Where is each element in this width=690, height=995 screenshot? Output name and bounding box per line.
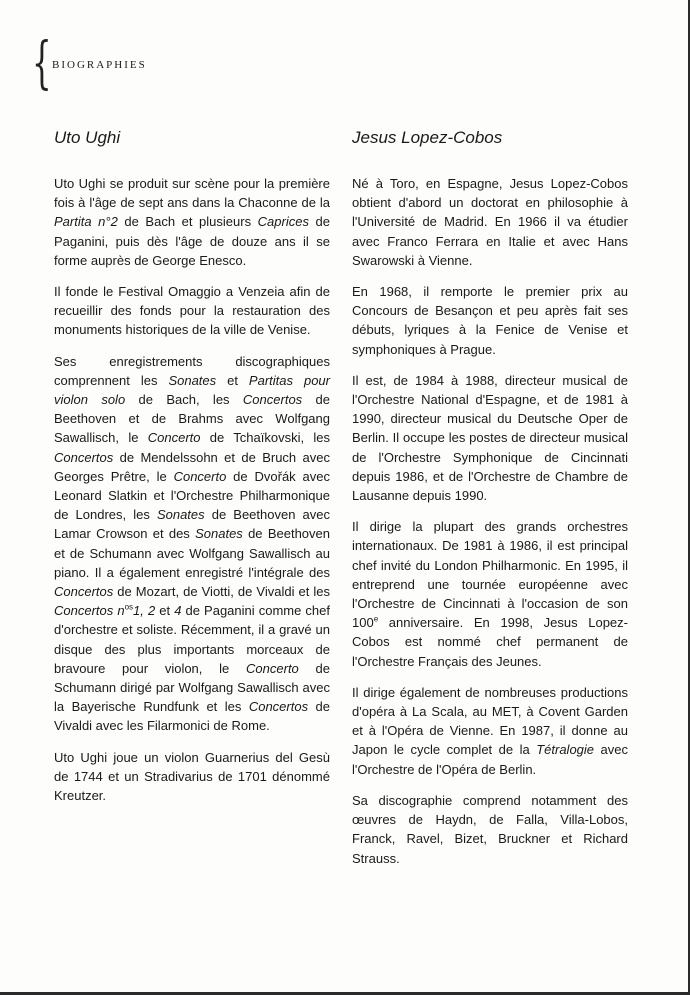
section-title: BIOGRAPHIES [52, 59, 147, 71]
artist-name: Uto Ughi [54, 128, 121, 147]
left-brace-icon: { [32, 31, 52, 96]
biography-jesus-lopez-cobos [352, 128, 628, 880]
paragraph: Il fonde le Festival Omaggio a Venzeia afin de recueillir des fonds pour la restauration des monuments historiques de la ville de Venise. [54, 284, 330, 338]
paragraph: Il est, de 1984 à 1988, directeur musical de l'Orchestre National d'Espagne, et de 1981 à 1990, directeur musical du Deutsche Oper de Berlin. Il occupe les postes de directeur musical de l'Orchestre Symphonique de Cincinnati depuis 1986, et de l'Orchestre de Chambre de Lausanne depuis 1990. [352, 372, 628, 504]
biography-uto-ughi [54, 128, 330, 817]
paragraph: Il dirige la plupart des grands orchestres internationaux. De 1981 à 1986, il est principal chef invité du London Philharmonic. En 1995, il entreprend une tournée européenne avec l'Orchestre de Cincinnati à l'occasion de son 100e anniversaire. En 1998, Jesus Lopez-Cobos est nommé chef permanent de l'Orchestre Français des Jeunes. [352, 519, 628, 669]
paragraph: En 1968, il remporte le premier prix au Concours de Besançon et peu après fait ses débuts, lyriques à la Fenice de Venise et symphoniques à Prague. [352, 284, 628, 357]
artist-name: Jesus Lopez-Cobos [352, 128, 503, 147]
paragraph: Sa discographie comprend notamment des œuvres de Haydn, de Falla, Villa-Lobos, Franck, Ravel, Bizet, Bruckner et Richard Strauss. [352, 792, 628, 866]
paragraph: Uto Ughi se produit sur scène pour la première fois à l'âge de sept ans dans la Chaconne de la Partita n°2 de Bach et plusieurs Caprices de Paganini, puis dès l'âge de douze ans il se forme auprès de George Enesco. [54, 176, 330, 268]
paragraph: Ses enregistrements discographiques comprennent les Sonates et Partitas pour violon solo de Bach, les Concertos de Beethoven et de Brahms avec Wolfgang Sawallisch, le Concerto de Tchaïkovski, les Concertos de Mendelssohn et de Bruch avec Georges Prêtre, le Concerto de Dvořák avec Leonard Slatkin et l'Orchestre Philharmonique de Londres, les Sonates de Beethoven avec Lamar Crowson et des Sonates de Beethoven et de Schumann avec Wolfgang Sawallisch au piano. Il a également enregistré l'intégrale des Concertos de Mozart, de Viotti, de Vivaldi et les Concertos $n^{os}1$, 2 et 4 de Paganini comme chef d'orchestre et soliste. Récemment, il a gravé un disque des plus importants morceaux de bravoure pour violon, le Concerto de Schumann dirigé par Wolfgang Sawallisch avec la Bayerische Rundfunk et les Concertos de Vivaldi avec les Filarmonici de Rome. [54, 353, 331, 734]
paragraph: Il dirige également de nombreuses productions d'opéra à La Scala, au MET, à Covent Garden et à l'Opéra de Vienne. En 1987, il donne au Japon le cycle complet de la Tétralogie avec l'Orchestre de l'Opéra de Berlin. [352, 684, 628, 777]
paragraph: Uto Ughi joue un violon Guarnerius del Gesù de 1744 et un Stradivarius de 1701 dénommé Kreutzer. [54, 749, 330, 804]
paragraph: Né à Toro, en Espagne, Jesus Lopez-Cobos obtient d'abord un doctorat en philosophie à l'Université de Madrid. En 1966 il va étudier avec Franco Ferrara en Italie et avec Hans Swarowski à Vienne. [352, 176, 628, 268]
